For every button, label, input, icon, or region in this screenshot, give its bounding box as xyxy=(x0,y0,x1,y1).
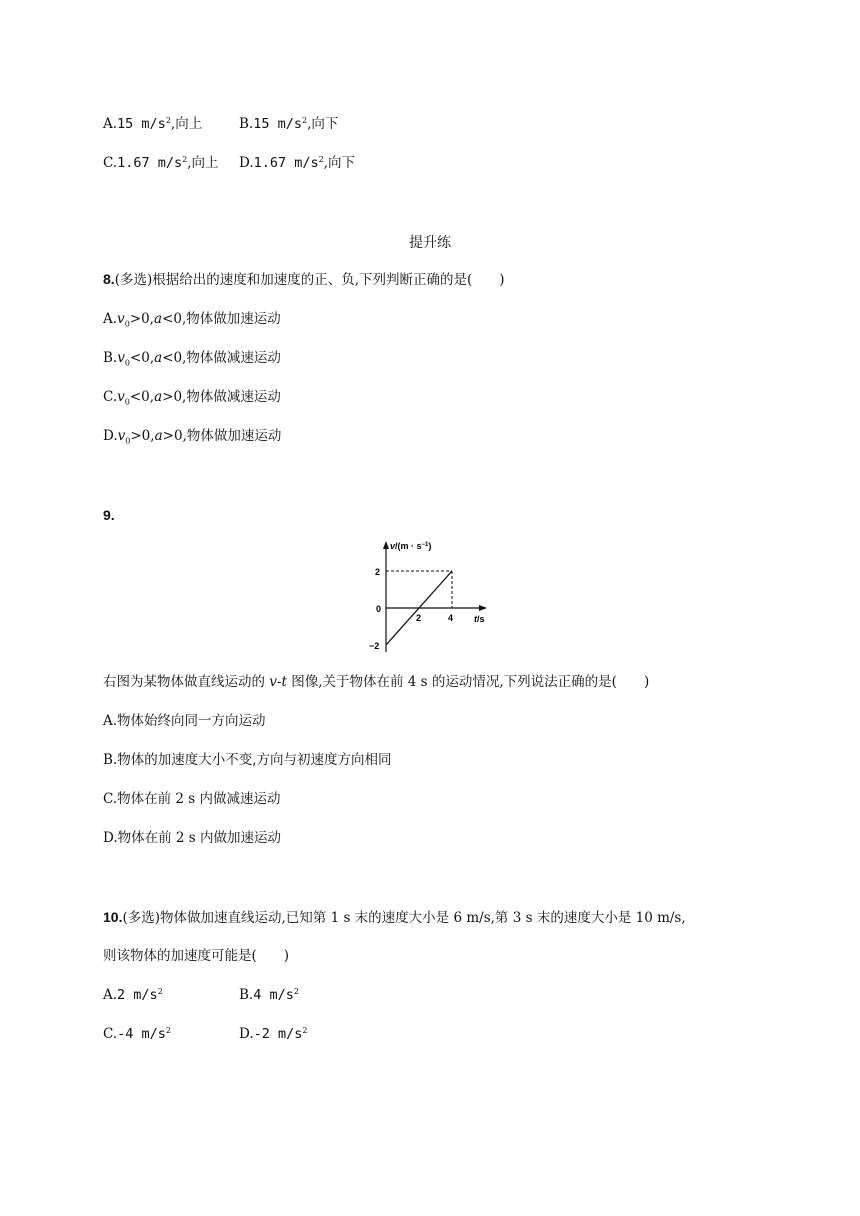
q8-option-c: $C.v_0<0,a>0$,物体做减速运动 xyxy=(103,389,281,407)
q9-stem: 右图为某物体做直线运动的 v-t 图像,关于物体在前 4 s 的运动情况,下列说法正确的是( ) xyxy=(103,674,650,690)
q10-stem-line-1: 10.(多选)物体做加速直线运动,已知第 1 s 末的速度大小是 6 m/s,第 3 s 末的速度大小是 10 m/s, xyxy=(103,909,686,926)
y-tick-label-neg2: −2 xyxy=(369,641,380,651)
x-tick-label-4: 4 xyxy=(448,613,454,623)
q7-option-b: B.15 $m/s^2$,向下 xyxy=(239,116,339,132)
q8-number: 8. xyxy=(103,271,115,287)
q10-option-c: C.-4 $m/s^2$ xyxy=(103,1026,172,1042)
x-axis-arrow xyxy=(479,605,487,611)
origin-label: 0 xyxy=(376,604,382,614)
q8-option-a: $A.v_0>0,a<0$,物体做加速运动 xyxy=(103,311,281,329)
q7-options-row-1 xyxy=(103,115,338,133)
q9-option-b: B.物体的加速度大小不变,方向与初速度方向相同 xyxy=(103,752,392,768)
q10-options-row-2 xyxy=(103,1025,308,1043)
q8-option-b: $B.v_0<0,a<0$,物体做减速运动 xyxy=(103,350,281,368)
q9-option-d: D.物体在前 2 s 内做加速运动 xyxy=(103,830,282,846)
q10-number: 10. xyxy=(103,909,123,925)
q9-number: 9. xyxy=(103,507,115,523)
x-tick-label-2: 2 xyxy=(416,613,422,623)
q10-options-row-1 xyxy=(103,986,299,1004)
x-axis-label: t/s xyxy=(474,614,485,624)
q8-stem-text: (多选)根据给出的速度和加速度的正、负,下列判断正确的是( ) xyxy=(114,272,505,288)
section-title: 提升练 xyxy=(409,235,451,251)
q10-stem-line-2: 则该物体的加速度可能是( ) xyxy=(103,948,290,964)
q7-options-row-2 xyxy=(103,154,355,172)
q8-stem xyxy=(103,270,505,289)
q7-option-c: C.1.67 $m/s^2$,向上 xyxy=(103,155,219,171)
q9-option-c: C.物体在前 2 s 内做减速运动 xyxy=(103,791,281,807)
q7-option-d: D.1.67 $m/s^2$,向下 xyxy=(239,155,356,171)
y-tick-label-2: 2 xyxy=(375,567,381,577)
q7-option-a: A.15 $m/s^2$,向上 xyxy=(103,116,203,132)
y-axis-arrow xyxy=(383,541,389,549)
q10-option-d: D.-2 $m/s^2$ xyxy=(239,1026,308,1042)
q10-option-b: B.4 $m/s^2$ xyxy=(239,987,299,1003)
vt-graph xyxy=(355,536,505,656)
q9-option-a: A.物体始终向同一方向运动 xyxy=(103,713,266,729)
q10-option-a: A.2 $m/s^2$ xyxy=(103,987,163,1003)
y-axis-label: $v/(m \cdot s^{-1})$ xyxy=(390,541,432,551)
q8-option-d: $D.v_0>0,a>0$,物体做加速运动 xyxy=(103,428,282,446)
